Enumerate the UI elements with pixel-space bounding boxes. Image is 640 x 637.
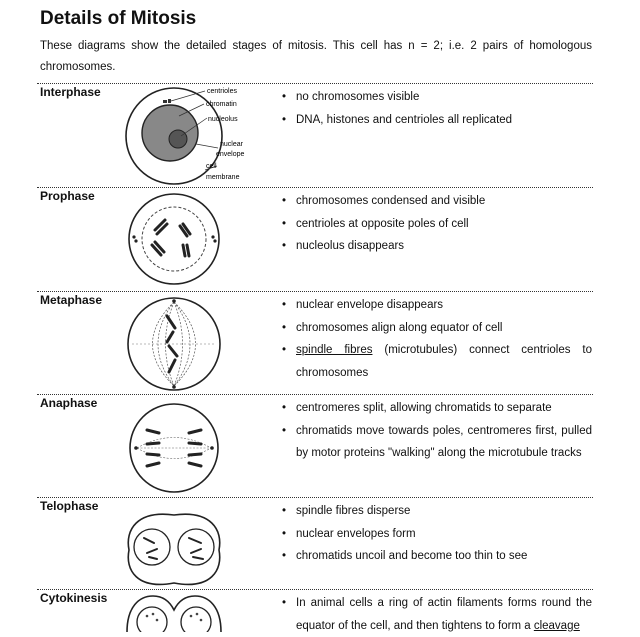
label-chromatin: chromatin	[206, 101, 237, 108]
bullet-item: • centromeres split, allowing chromatids to separate	[282, 397, 592, 420]
metaphase-diagram	[117, 294, 277, 394]
bullet-item: • chromatids move towards poles, centromeres first, pulled by motor proteins "walking" along the microtubule tracks	[282, 420, 592, 465]
bullet-item: • chromosomes align along equator of cell	[282, 317, 592, 340]
label-membrane: membrane	[206, 174, 240, 181]
stage-name: Prophase	[40, 189, 95, 203]
cytokinesis-points	[282, 592, 592, 637]
anaphase-points	[282, 397, 592, 465]
spindle-fibres-text: (microtubules) connect centrioles to chromosomes	[296, 344, 592, 379]
telophase-points	[282, 500, 592, 568]
interphase-points	[282, 86, 592, 131]
label-centrioles: centrioles	[207, 88, 237, 95]
stage-name: Interphase	[40, 85, 101, 99]
bullet-item: • nucleolus disappears	[282, 235, 592, 258]
interphase-diagram	[117, 86, 277, 186]
stage-prophase	[37, 187, 593, 290]
stage-cytokinesis	[37, 589, 593, 631]
bullet-item: • DNA, histones and centrioles all replicated	[282, 109, 592, 132]
bullet-item	[282, 592, 592, 637]
stage-name: Cytokinesis	[40, 591, 108, 605]
page-title: Details of Mitosis	[40, 8, 197, 29]
bullet-item	[282, 339, 592, 384]
cytokinesis-text: In animal cells a ring of actin filaments forms round the equator of the cell, and then tightens to form a	[296, 597, 592, 632]
cleavage-term: cleavage	[533, 619, 580, 632]
bullet-item: • no chromosomes visible	[282, 86, 592, 109]
stage-interphase	[37, 83, 593, 186]
label-cell: cell	[206, 163, 217, 170]
bullet-item: • nuclear envelopes form	[282, 523, 592, 546]
telophase-diagram	[117, 500, 277, 600]
stage-name: Anaphase	[40, 396, 98, 410]
bullet-item: • spindle fibres disperse	[282, 500, 592, 523]
stage-anaphase	[37, 394, 593, 497]
stage-name: Telophase	[40, 499, 99, 513]
cytokinesis-diagram	[117, 592, 277, 632]
prophase-points	[282, 190, 592, 258]
intro-text: These diagrams show the detailed stages of mitosis. This cell has n = 2; i.e. 2 pairs of homologous chromosomes.	[40, 40, 592, 73]
bullet-item: • centrioles at opposite poles of cell	[282, 213, 592, 236]
label-nucleolus: nucleolus	[208, 116, 238, 123]
prophase-diagram	[117, 190, 277, 290]
anaphase-diagram	[117, 397, 277, 497]
label-envelope: envelope	[216, 151, 245, 158]
bullet-item: • chromatids uncoil and become too thin to see	[282, 545, 592, 568]
label-nuclear: nuclear	[220, 141, 243, 148]
bullet-item: • nuclear envelope disappears	[282, 294, 592, 317]
stage-metaphase	[37, 291, 593, 394]
stage-name: Metaphase	[40, 293, 103, 307]
spindle-fibres-term: spindle fibres	[296, 344, 373, 356]
bullet-item: • chromosomes condensed and visible	[282, 190, 592, 213]
stage-telophase	[37, 497, 593, 586]
metaphase-points	[282, 294, 592, 384]
